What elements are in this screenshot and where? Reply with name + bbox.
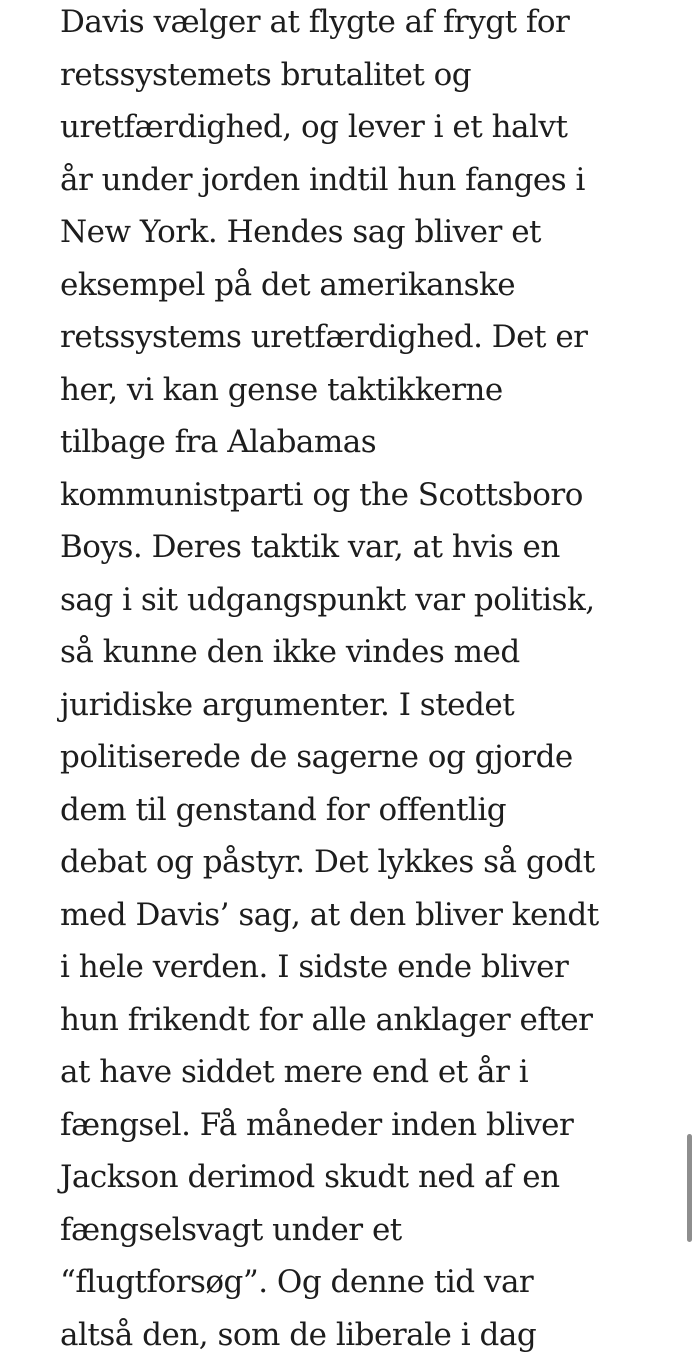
text-line: altså den, som de liberale i dag [60, 1309, 660, 1361]
text-line: politiserede de sagerne og gjorde [60, 731, 660, 784]
text-line: New York. Hendes sag bliver et [60, 206, 660, 259]
text-line: eksempel på det amerikanske [60, 259, 660, 312]
text-line: år under jorden indtil hun fanges i [60, 154, 660, 207]
text-line: Davis vælger at flygte af frygt for [60, 0, 660, 49]
text-line: kommunistparti og the Scottsboro [60, 469, 660, 522]
text-line: hun frikendt for alle anklager efter [60, 994, 660, 1047]
text-line: fængselsvagt under et [60, 1204, 660, 1257]
text-line: sag i sit udgangspunkt var politisk, [60, 574, 660, 627]
text-line: debat og påstyr. Det lykkes så godt [60, 836, 660, 889]
text-line: juridiske argumenter. I stedet [60, 679, 660, 732]
text-line: at have siddet mere end et år i [60, 1046, 660, 1099]
text-line: Boys. Deres taktik var, at hvis en [60, 521, 660, 574]
text-line: fængsel. Få måneder inden bliver [60, 1099, 660, 1152]
article-body [60, 0, 660, 1361]
scrollbar-thumb[interactable] [687, 1134, 692, 1242]
text-line: Jackson derimod skudt ned af en [60, 1151, 660, 1204]
text-line: “flugtforsøg”. Og denne tid var [60, 1256, 660, 1309]
text-line: tilbage fra Alabamas [60, 416, 660, 469]
text-line: retssystemets brutalitet og [60, 49, 660, 102]
text-line: uretfærdighed, og lever i et halvt [60, 101, 660, 154]
vertical-scrollbar[interactable] [683, 0, 697, 1350]
text-line: med Davis’ sag, at den bliver kendt [60, 889, 660, 942]
text-line: her, vi kan gense taktikkerne [60, 364, 660, 417]
text-line: dem til genstand for offentlig [60, 784, 660, 837]
text-line: i hele verden. I sidste ende bliver [60, 941, 660, 994]
text-line: retssystems uretfærdighed. Det er [60, 311, 660, 364]
text-line: så kunne den ikke vindes med [60, 626, 660, 679]
